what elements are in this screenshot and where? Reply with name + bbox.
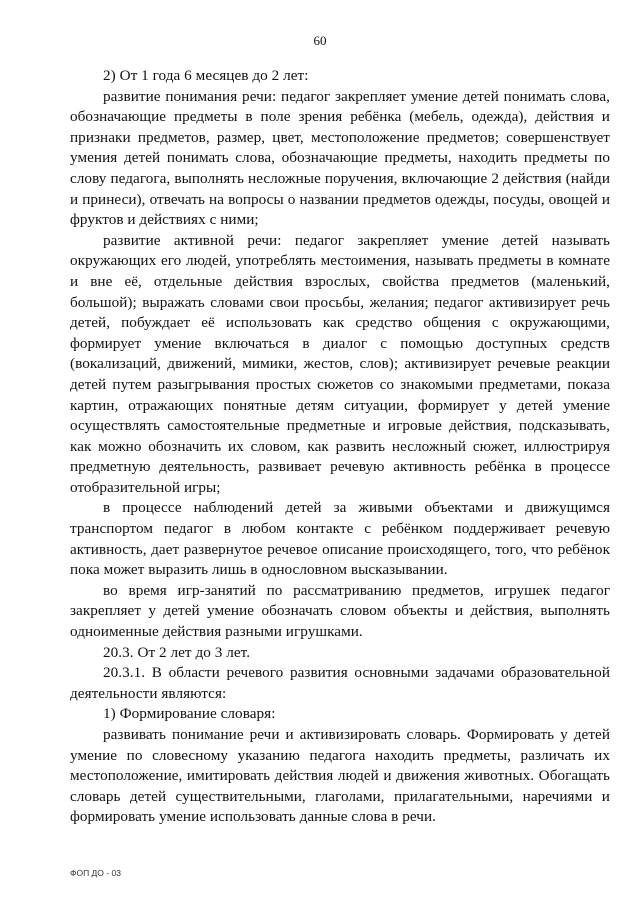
paragraph-observation: в процессе наблюдений детей за живыми объектами и движущимся транспортом педагог в любом контакте с ребёнком поддерживает речевую активность, дает развернутое речевое описание происходящего, того, что ребёнок пока может выразить лишь в однословном высказывании. (70, 499, 610, 579)
paragraph-speech-understanding: развитие понимания речи: педагог закрепляет умение детей понимать слова, обозначающие предметы в поле зрения ребёнка (мебель, одежда), действия и признаки предметов, размер, цвет, местоположение предметов; совершенствует умения детей понимать слова, обозначающие предметы, находить предметы по слову педагога, выполнять несложные поручения, включающие 2 действия (найди и принеси), отвечать на вопросы о названии предметов одежды, посуды, овощей и фруктов и действиях с ними; (70, 87, 610, 229)
subsection-heading-vocabulary: 1) Формирование словаря: (103, 705, 276, 723)
section-heading-20-3-1: 20.3.1. В области речевого развития основными задачами образовательной деятельности являются: (70, 664, 610, 702)
page-number: 60 (313, 33, 327, 48)
paragraph-active-speech: развитие активной речи: педагог закрепляет умение детей называть окружающих его людей, употреблять местоимения, называть предметы в комнате и вне её, отдельные действия взрослых, свойства предметов (маленький, большой); выражать словами свои просьбы, желания; педагог активизирует речь детей, побуждает её использовать как средство общения с окружающими, формирует умение включаться в диалог с помощью доступных средств (вокализаций, движений, мимики, жестов, слов); активизирует речевые реакции детей путем разыгрывания простых сюжетов со знакомыми предметами, показа картин, отражающих понятные детям ситуации, формирует у детей умение осуществлять самостоятельные предметные и игровые действия, подсказывать, как можно обозначить их словом, как развить несложный сюжет, иллюстрируя предметную деятельность, развивает речевую активность ребёнка в процессе отобразительной игры; (70, 231, 610, 496)
paragraph-age-range-heading: 2) От 1 года 6 месяцев до 2 лет: (103, 67, 309, 84)
paragraph-game-activities: во время игр-занятий по рассматриванию предметов, игрушек педагог закрепляет у детей умение обозначать словом объекты и действия, выполнять одноименные действия разными игрушками. (70, 581, 610, 641)
section-heading-20-3: 20.3. От 2 лет до 3 лет. (103, 643, 251, 661)
paragraph-vocabulary: развивать понимание речи и активизировать словарь. Формировать у детей умение по словесному указанию педагога находить предметы, различать их местоположение, имитировать действия людей и движения животных. Обогащать словарь детей существительными, глаголами, прилагательными, наречиями и формировать умение использовать данные слова в речи. (70, 726, 610, 826)
document-body (70, 66, 610, 828)
footer-document-code: ФОП ДО - 03 (70, 868, 121, 878)
